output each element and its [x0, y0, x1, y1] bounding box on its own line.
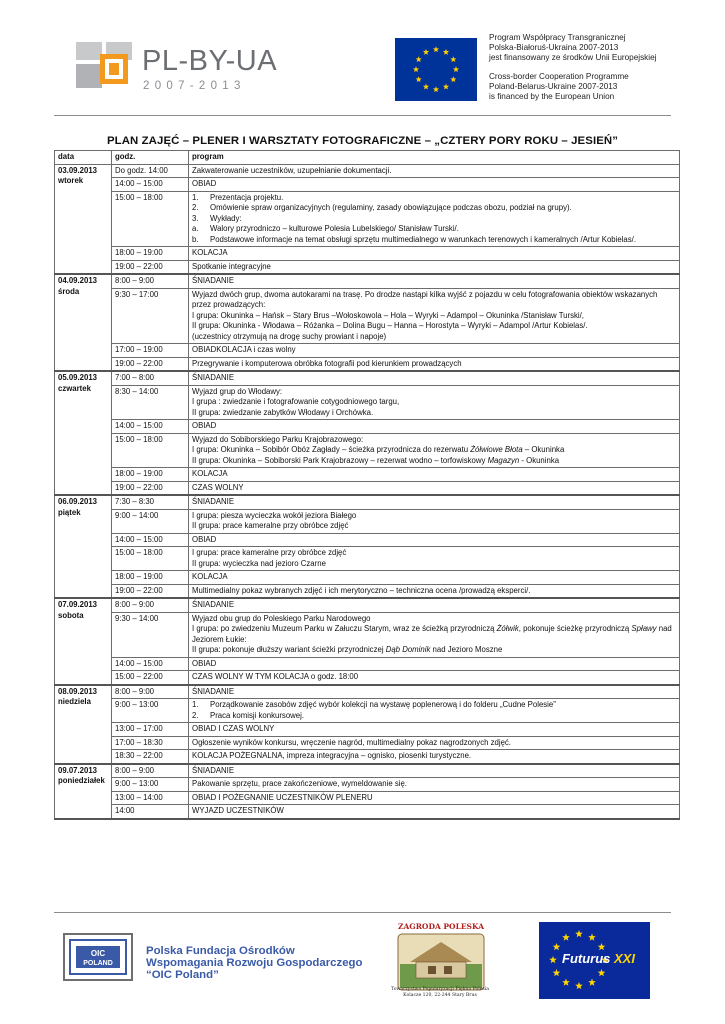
table-row [55, 247, 680, 261]
time-cell: 14:00 – 15:00 [112, 533, 189, 547]
schedule-body [55, 164, 680, 819]
page-header [0, 0, 725, 112]
list-text: Walory przyrodniczo – kulturowe Polesia Lubelskiego/ Stanisław Turski/. [210, 224, 459, 233]
time-cell: 15:00 – 22:00 [112, 671, 189, 685]
futurus-xxi: XXI [614, 951, 635, 966]
text-run: nad Jezioro Moszne [430, 645, 503, 654]
table-row [55, 612, 680, 657]
programme-pl-line: Program Współpracy Transgranicznej [489, 33, 626, 42]
header-divider [54, 115, 671, 116]
schedule-table [54, 150, 680, 820]
list-text: Omówienie spraw organizacyjnych (regulaminy, zasady obowiązujące podczas obozu, podział na grupy). [210, 203, 572, 212]
program-cell [189, 612, 680, 657]
list-item [192, 203, 676, 214]
date-cell [55, 764, 112, 819]
day-weekday: środa [58, 286, 80, 296]
table-row [55, 533, 680, 547]
program-line: OBIAD [192, 534, 217, 544]
time-cell: 15:00 – 18:00 [112, 433, 189, 468]
star-icon [562, 933, 570, 940]
time-cell: 14:00 [112, 805, 189, 819]
program-cell [189, 699, 680, 723]
program-line: OBIAD [192, 421, 217, 430]
programme-statement [489, 33, 656, 102]
table-row [55, 274, 680, 288]
program-line: OBIAD [192, 179, 217, 188]
list-item [192, 700, 676, 711]
time-cell: 9:00 – 14:00 [112, 509, 189, 533]
table-row [55, 495, 680, 509]
program-line: Zakwaterowanie uczestników, uzupełnianie dokumentacji. [192, 165, 392, 175]
program-cell [189, 344, 680, 358]
time-cell: 9:00 – 13:00 [112, 778, 189, 792]
list-marker: 2. [192, 710, 199, 720]
day-date: 08.09.2013 [58, 686, 98, 696]
zagroda-caption: Towarzystwo Popularyzacji Piękna Polesia [390, 987, 489, 992]
program-line: II grupa: zwiedzanie zabytków Włodawy i Orchówka. [192, 407, 374, 417]
star-icon [575, 930, 583, 937]
list-item [192, 214, 676, 225]
star-icon [588, 933, 596, 940]
list-text: Prezentacja projektu. [210, 192, 284, 202]
eu-flag-icon [395, 38, 477, 101]
program-cell [189, 385, 680, 420]
program-cell [189, 481, 680, 495]
program-line: CZAS WOLNY [192, 482, 244, 492]
time-cell: 18:00 – 19:00 [112, 571, 189, 585]
time-cell: 8:00 – 9:00 [112, 764, 189, 778]
oic-poland-logo-icon [60, 932, 136, 982]
program-line: OBIADKOLACJA i czas wolny [192, 345, 296, 354]
program-line: KOLACJA [192, 469, 228, 478]
program-cell [189, 584, 680, 598]
list-item [192, 235, 676, 246]
date-cell [55, 274, 112, 371]
day-date: 07.09.2013 [58, 600, 98, 609]
star-icon [562, 979, 570, 986]
program-line: ŚNIADANIE [192, 497, 235, 506]
program-line: ŚNIADANIE [192, 373, 235, 382]
day-weekday: wtorek [58, 176, 84, 185]
table-row [55, 764, 680, 778]
time-cell: 18:00 – 19:00 [112, 468, 189, 482]
program-line: KOLACJA [192, 248, 228, 257]
time-cell: 7:00 – 8:00 [112, 371, 189, 385]
program-line: KOLACJA POŻEGNALNA, impreza integracyjna – ognisko, piosenki turystyczne. [192, 751, 472, 760]
table-row [55, 481, 680, 495]
table-row [55, 547, 680, 571]
table-row [55, 750, 680, 764]
day-weekday: sobota [58, 610, 84, 620]
table-row [55, 420, 680, 434]
table-row [55, 344, 680, 358]
star-icon [549, 956, 557, 963]
column-header-date: data [55, 151, 112, 165]
table-row [55, 571, 680, 585]
program-line: Spotkanie integracyjne [192, 261, 271, 271]
oic-poland-name [146, 945, 362, 981]
program-line: II grupa: Okuninka - Włodawa – Różanka – Dolina Bugu – Hanna – Horostyta – Wyryki – Adampol /Artur Kobielas/. [192, 321, 588, 330]
program-line: II grupa: wycieczka nad jezioro Czarne [192, 558, 326, 568]
trail-name: Spławy [631, 624, 657, 633]
program-cell [189, 657, 680, 671]
programme-en-line: Poland-Belarus-Ukraine 2007-2013 [489, 82, 618, 91]
text-run: I grupa: po zwiedzeniu Muzeum Parku w Załuczu Starym, wraz ze ścieżką przyrodniczą [192, 624, 497, 633]
day-date: 03.09.2013 [58, 165, 98, 175]
program-line: Wyjazd do Sobiborskiego Parku Krajobrazowego: [192, 434, 364, 444]
program-line: Multimedialny pokaz wybranych zdjęć i ich merytoryczno – techniczna ocena /prowadzą eksperci/. [192, 585, 531, 595]
time-cell: 18:00 – 19:00 [112, 247, 189, 261]
table-row [55, 805, 680, 819]
program-cell [189, 420, 680, 434]
list-item [192, 711, 676, 722]
program-cell [189, 260, 680, 274]
column-header-program: program [189, 151, 680, 165]
program-cell [189, 357, 680, 371]
program-cell [189, 723, 680, 737]
reserve-name: Magazyn [487, 455, 520, 465]
oic-name-line: Polska Fundacja Ośrodków [146, 945, 295, 957]
time-cell: 14:00 – 15:00 [112, 420, 189, 434]
day-date: 06.09.2013 [58, 497, 98, 506]
day-weekday: piątek [58, 507, 81, 517]
numbered-list [192, 700, 676, 721]
program-line: CZAS WOLNY W TYM KOLACJA o godz. 18:00 [192, 672, 359, 681]
table-row [55, 260, 680, 274]
table-row [55, 191, 680, 247]
table-header-row [55, 151, 680, 165]
program-line: ŚNIADANIE [192, 600, 235, 609]
day-date: 05.09.2013 [58, 373, 98, 382]
list-marker: 1. [192, 700, 199, 709]
program-cell [189, 495, 680, 509]
program-cell [189, 533, 680, 547]
program-cell [189, 791, 680, 805]
list-text: Wykłady: [210, 213, 242, 223]
zagroda-address: Kolacze 120, 22-244 Stary Brus [403, 993, 477, 998]
time-cell: Do godz. 14:00 [112, 164, 189, 178]
time-cell: 7:30 – 8:30 [112, 495, 189, 509]
table-row [55, 371, 680, 385]
program-cell [189, 468, 680, 482]
time-cell: 17:00 – 18:30 [112, 736, 189, 750]
table-row [55, 685, 680, 699]
program-line: I grupa: prace kameralne przy obróbce zdjęć [192, 548, 347, 557]
list-item [192, 193, 676, 204]
program-line: Wyjazd dwóch grup, dwoma autokarami na trasę. Po drodze nastąpi kilka wyjść z pojazdu w celu fotografowania obiektów wskazanych przez prowadzących: [192, 289, 658, 309]
program-cell [189, 805, 680, 819]
program-cell [189, 671, 680, 685]
date-cell [55, 495, 112, 598]
program-cell [189, 178, 680, 192]
program-line: (uczestnicy otrzymują na drogę suchy prowiant i napoje) [192, 331, 387, 341]
list-marker: b. [192, 234, 199, 244]
column-header-time: godz. [112, 151, 189, 165]
day-weekday: czwartek [58, 383, 91, 393]
list-marker: 1. [192, 192, 199, 202]
program-line: KOLACJA [192, 572, 228, 581]
star-icon [598, 943, 606, 950]
text-run: II grupa: Okuninka – Sobiborski Park Krajobrazowy – rezerwat wodno – torfowiskowy [192, 455, 488, 465]
date-cell [55, 164, 112, 274]
program-line [192, 645, 676, 656]
date-cell [55, 371, 112, 495]
oic-name-line: Wspomagania Rozwoju Gospodarczego [146, 957, 363, 969]
program-cell [189, 685, 680, 699]
program-line: II grupa: prace kameralne przy obróbce zdjęć [192, 521, 349, 530]
day-date: 04.09.2013 [58, 276, 98, 285]
text-run: , pokonuje ścieżkę przyrodniczą [518, 624, 632, 633]
program-cell [189, 274, 680, 288]
program-cell [189, 247, 680, 261]
program-cell [189, 598, 680, 612]
program-line [192, 624, 676, 645]
programme-en-line: is financed by the European Union [489, 92, 615, 101]
time-cell: 9:30 – 14:00 [112, 612, 189, 657]
time-cell: 8:00 – 9:00 [112, 685, 189, 699]
date-cell [55, 598, 112, 685]
program-cell [189, 764, 680, 778]
time-cell: 19:00 – 22:00 [112, 481, 189, 495]
oic-logo-text: POLAND [83, 960, 113, 967]
star-icon [598, 969, 606, 976]
program-line: OBIAD [192, 658, 217, 668]
table-row [55, 736, 680, 750]
text-run: I grupa: Okuninka – Sobibór Obóz Zagłady – ścieżka przyrodnicza do rezerwatu [192, 445, 471, 454]
table-row [55, 657, 680, 671]
program-line: Pakowanie sprzętu, prace zakończeniowe, wymeldowanie się. [192, 779, 407, 788]
programme-en-line: Cross-border Cooperation Programme [489, 72, 629, 81]
program-line: Ogłoszenie wyników konkursu, wręczenie nagród, multimedialny pokaz nagrodzonych zdjęć. [192, 737, 511, 747]
trail-name: Żółwik [496, 624, 519, 633]
document-title: PLAN ZAJĘĆ – PLENER I WARSZTATY FOTOGRAFICZNE – „CZTERY PORY ROKU – JESIEŃ” [106, 135, 619, 147]
table-row [55, 791, 680, 805]
time-cell: 14:00 – 15:00 [112, 178, 189, 192]
table-row [55, 385, 680, 420]
time-cell: 9:00 – 13:00 [112, 699, 189, 723]
program-cell [189, 571, 680, 585]
star-icon [553, 969, 561, 976]
table-row [55, 778, 680, 792]
program-line: Wyjazd obu grup do Poleskiego Parku Narodowego [192, 613, 371, 623]
programme-pl-line: jest finansowany ze środków Unii Europejskiej [489, 53, 657, 62]
time-cell: 17:00 – 19:00 [112, 344, 189, 358]
program-cell [189, 164, 680, 178]
program-cell [189, 191, 680, 247]
time-cell: 19:00 – 22:00 [112, 584, 189, 598]
time-cell: 15:00 – 18:00 [112, 547, 189, 571]
program-line: ŚNIADANIE [192, 765, 235, 775]
program-line [192, 456, 676, 467]
list-marker: a. [192, 224, 199, 233]
program-line: WYJAZD UCZESTNIKÓW [192, 806, 284, 815]
day-weekday: poniedziałek [58, 776, 105, 785]
list-text: Porządkowanie zasobów zdjęć wybór kolekcji na wystawę poplenerową i do folderu „Cudne Polesie” [210, 700, 556, 709]
list-text: Podstawowe informacje na temat obsługi sprzętu multimedialnego w warunkach terenowych i kameralnych /Artur Kobielas/. [210, 234, 637, 244]
time-cell: 15:00 – 18:00 [112, 191, 189, 247]
program-cell [189, 778, 680, 792]
day-date: 09.07.2013 [58, 765, 98, 775]
program-cell [189, 509, 680, 533]
date-cell [55, 685, 112, 764]
time-cell: 13:00 – 17:00 [112, 723, 189, 737]
table-row [55, 288, 680, 344]
program-cell [189, 371, 680, 385]
table-row [55, 509, 680, 533]
program-line: Wyjazd grup do Włodawy: [192, 386, 283, 396]
reserve-name: Żółwiowe Błota [470, 445, 523, 454]
oic-name-line: “OIC Poland” [146, 969, 219, 981]
day-weekday: niedziela [58, 697, 91, 706]
pl-by-ua-logo-icon [74, 40, 136, 90]
program-cell [189, 750, 680, 764]
table-row [55, 699, 680, 723]
list-item [192, 224, 676, 235]
table-row [55, 468, 680, 482]
footer-divider [54, 912, 671, 913]
program-cell [189, 736, 680, 750]
program-line: Przegrywanie i komputerowa obróbka fotografii pod kierunkiem prowadzących [192, 358, 462, 368]
time-cell: 8:00 – 9:00 [112, 274, 189, 288]
program-line: ŚNIADANIE [192, 686, 235, 696]
numbered-list [192, 193, 676, 246]
table-row [55, 671, 680, 685]
list-marker: 3. [192, 213, 199, 223]
program-line [192, 445, 676, 456]
table-row [55, 178, 680, 192]
text-run: nad Jeziorem Łukie: [192, 624, 672, 644]
program-line: OBIAD I CZAS WOLNY [192, 724, 275, 733]
program-line: I grupa: piesza wycieczka wokół jeziora Białego [192, 510, 357, 520]
time-cell: 18:30 – 22:00 [112, 750, 189, 764]
program-cell [189, 288, 680, 344]
star-icon [588, 979, 596, 986]
star-icon [575, 982, 583, 989]
star-icon [553, 943, 561, 950]
program-line: I grupa: Okuninka – Hańsk – Stary Brus –Wołoskowola – Hola – Wyryki – Adampol – Okuninka /Stanisław Turski/, [192, 310, 584, 320]
time-cell: 14:00 – 15:00 [112, 657, 189, 671]
table-row [55, 723, 680, 737]
logo-title: PL-BY-UA [142, 45, 278, 77]
trail-name: Dąb Dominik [385, 645, 431, 654]
program-cell [189, 547, 680, 571]
logo-years: 2007-2013 [143, 80, 246, 92]
oic-logo-text: OIC [90, 949, 106, 958]
program-line: I grupa : zwiedzanie i fotografowanie cotygodniowego targu, [192, 397, 400, 406]
table-row [55, 598, 680, 612]
list-text: Praca komisji konkursowej. [210, 710, 305, 720]
table-row [55, 164, 680, 178]
list-marker: 2. [192, 203, 199, 212]
futurus-xxi-label [562, 951, 635, 966]
futurus-word: Futurus [562, 951, 614, 966]
table-row [55, 433, 680, 468]
time-cell: 13:00 – 14:00 [112, 791, 189, 805]
time-cell: 19:00 – 22:00 [112, 260, 189, 274]
program-cell [189, 433, 680, 468]
time-cell: 9:30 – 17:00 [112, 288, 189, 344]
time-cell: 19:00 – 22:00 [112, 357, 189, 371]
text-run: II grupa: pokonuje dłuższy wariant ścieżki przyrodniczej [192, 645, 386, 654]
programme-pl-line: Polska-Białoruś-Ukraina 2007-2013 [489, 43, 619, 52]
zagroda-title: ZAGRODA POLESKA [398, 922, 485, 931]
program-line: ŚNIADANIE [192, 276, 235, 285]
table-row [55, 584, 680, 598]
time-cell: 8:30 – 14:00 [112, 385, 189, 420]
table-row [55, 357, 680, 371]
text-run: – Okuninka [522, 445, 565, 454]
program-line: OBIAD I POŻEGNANIE UCZESTNIKÓW PLENERU [192, 792, 373, 802]
time-cell: 8:00 – 9:00 [112, 598, 189, 612]
text-run: - Okuninka [519, 455, 560, 465]
